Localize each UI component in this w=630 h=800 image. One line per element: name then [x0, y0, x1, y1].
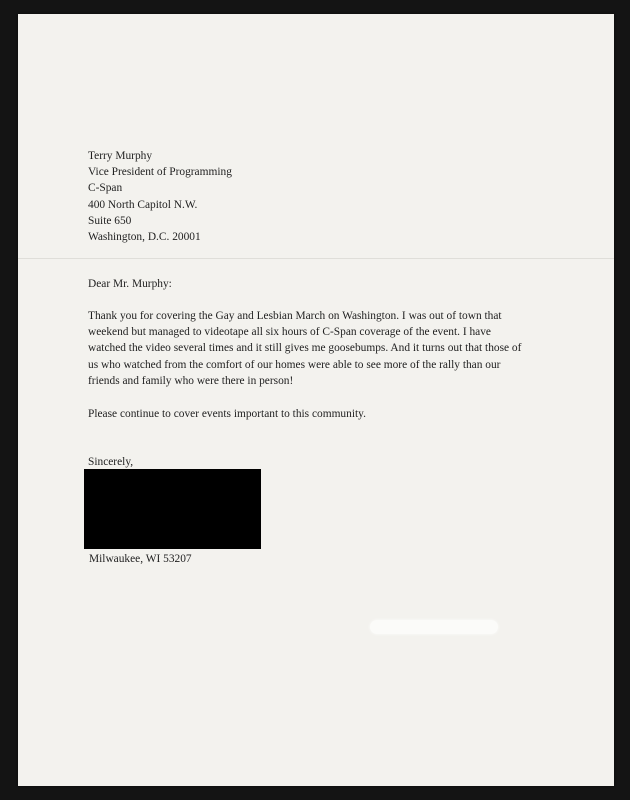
recipient-name: Terry Murphy	[88, 150, 153, 162]
letter-page	[18, 14, 614, 786]
recipient-city: Washington, D.C. 20001	[88, 231, 201, 244]
body-line: friends and family who were there in person!	[88, 374, 294, 387]
recipient-street: 400 North Capitol N.W.	[88, 198, 198, 211]
body-paragraph	[88, 308, 548, 389]
body-line: watched the video several times and it still gives me goosebumps. And it turns out that those of	[88, 342, 522, 355]
closing-paragraph: Please continue to cover events important to this community.	[88, 408, 366, 420]
signoff: Sincerely,	[88, 456, 134, 468]
correction-fluid-mark	[370, 620, 498, 634]
sender-city: Milwaukee, WI 53207	[89, 553, 192, 565]
redaction-box	[84, 469, 261, 549]
salutation: Dear Mr. Murphy:	[88, 278, 172, 290]
recipient-organization: C-Span	[88, 182, 123, 195]
body-line: Thank you for covering the Gay and Lesbian March on Washington. I was out of town that	[88, 310, 502, 322]
body-line: weekend but managed to videotape all six hours of C-Span coverage of the event. I have	[88, 326, 491, 339]
recipient-suite: Suite 650	[88, 214, 132, 227]
recipient-title: Vice President of Programming	[88, 166, 232, 179]
body-line: us who watched from the comfort of our homes were able to see more of the rally than our	[88, 358, 501, 371]
recipient-address	[88, 148, 232, 245]
fold-crease	[18, 258, 614, 259]
